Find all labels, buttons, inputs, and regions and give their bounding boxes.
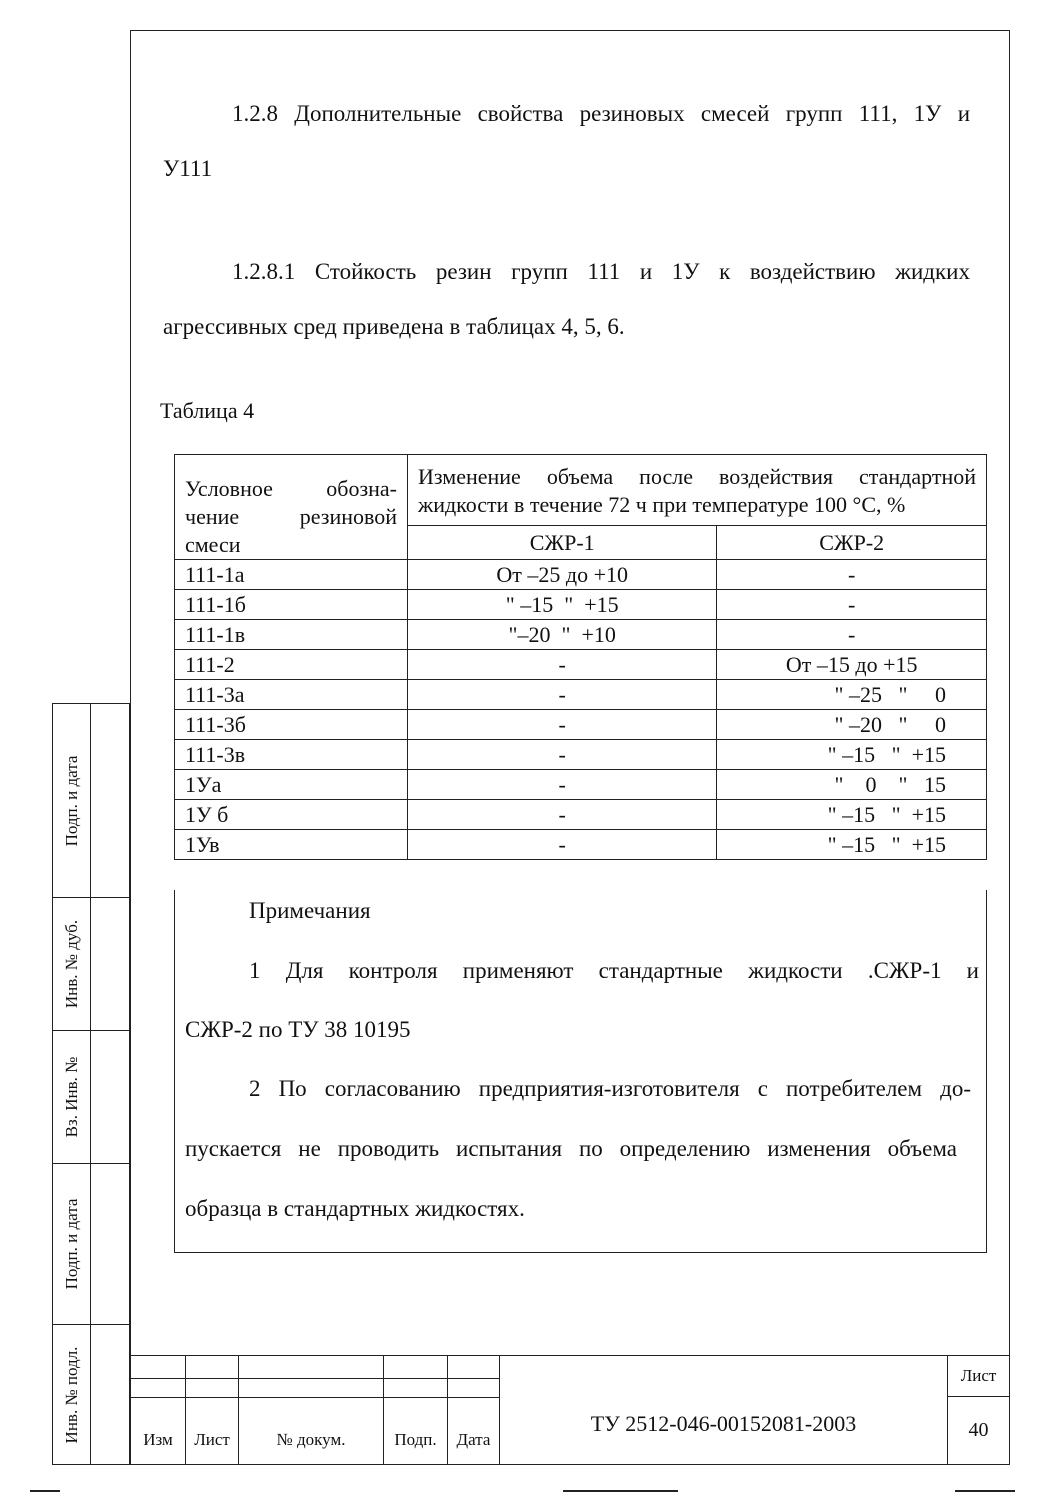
col-header-designation: Условное обозна- чение резиновой смеси — [175, 455, 408, 560]
table-row: 111-1а От –25 до +10 - — [175, 560, 987, 590]
col-header-szhr1: СЖР-1 — [408, 526, 717, 560]
table-row: 111-1в "–20 " +10 - — [175, 620, 987, 650]
table-row: 111-2 - От –15 до +15 — [175, 650, 987, 680]
side-cell-sign-date-1: Подп. и дата — [52, 703, 130, 898]
table-notes — [174, 890, 987, 1253]
table-row: 1Ув - " –15 " +15 — [175, 830, 987, 860]
table-row: 111-1б " –15 " +15 - — [175, 590, 987, 620]
col-header-szhr2: СЖР-2 — [717, 526, 987, 560]
table-row: 1Уа - " 0 " 15 — [175, 770, 987, 800]
section-heading-line2: У111 — [163, 156, 213, 181]
note-1-line1: 1 Для контроля применяют стандартные жидкости .СЖР-1 и — [249, 958, 979, 983]
bottom-edge-line — [30, 1490, 60, 1492]
stamp-izm: Изм — [130, 1397, 186, 1465]
table-row: 111-3а - " –25 " 0 — [175, 680, 987, 710]
section-heading-line1: 1.2.8 Дополнительные свойства резиновых смесей групп 111, 1У и — [232, 101, 970, 126]
table-4 — [174, 454, 987, 860]
table-row: 111-3в - " –15 " +15 — [175, 740, 987, 770]
table-row: 1У б - " –15 " +15 — [175, 800, 987, 830]
title-block — [130, 1355, 1010, 1465]
note-2-line3: образца в стандартных жидкостях. — [185, 1196, 525, 1221]
stamp-signature: Подп. — [383, 1397, 448, 1465]
bottom-edge-line — [955, 1490, 1015, 1492]
note-2-line2: пускается не проводить испытания по определению изменения объема — [185, 1136, 957, 1161]
col-header-volume-change: Изменение объема после воздействия стандартной жидкости в течение 72 ч при температуре 100 °С, % — [408, 455, 987, 526]
side-cell-original-inv: Инв. № подл. — [52, 1324, 130, 1465]
paragraph-line1: 1.2.8.1 Стойкость резин групп 111 и 1У к воздействию жидких — [232, 259, 970, 284]
note-2-line1: 2 По согласованию предприятия-изготовителя с потребителем до- — [249, 1076, 971, 1101]
side-cell-sign-date-2: Подп. и дата — [52, 1163, 130, 1325]
stamp-doc-no: № докум. — [238, 1397, 384, 1465]
side-cell-replaced-inv: Вз. Инв. № — [52, 1030, 130, 1164]
table-caption: Таблица 4 — [160, 398, 255, 423]
paragraph-line2: агрессивных сред приведена в таблицах 4, 5, 6. — [163, 314, 625, 339]
sheet-label: Лист — [947, 1355, 1010, 1397]
stamp-date: Дата — [447, 1397, 500, 1465]
stamp-list: Лист — [185, 1397, 239, 1465]
table-row: 111-3б - " –20 " 0 — [175, 710, 987, 740]
side-cell-dup-inv: Инв. № дуб. — [52, 897, 130, 1031]
note-1-line2: СЖР-2 по ТУ 38 10195 — [185, 1017, 411, 1042]
sheet-number: 40 — [947, 1396, 1010, 1465]
notes-title: Примечания — [249, 898, 371, 923]
document-number: ТУ 2512-046-00152081-2003 — [499, 1355, 948, 1465]
bottom-edge-line — [563, 1490, 678, 1492]
